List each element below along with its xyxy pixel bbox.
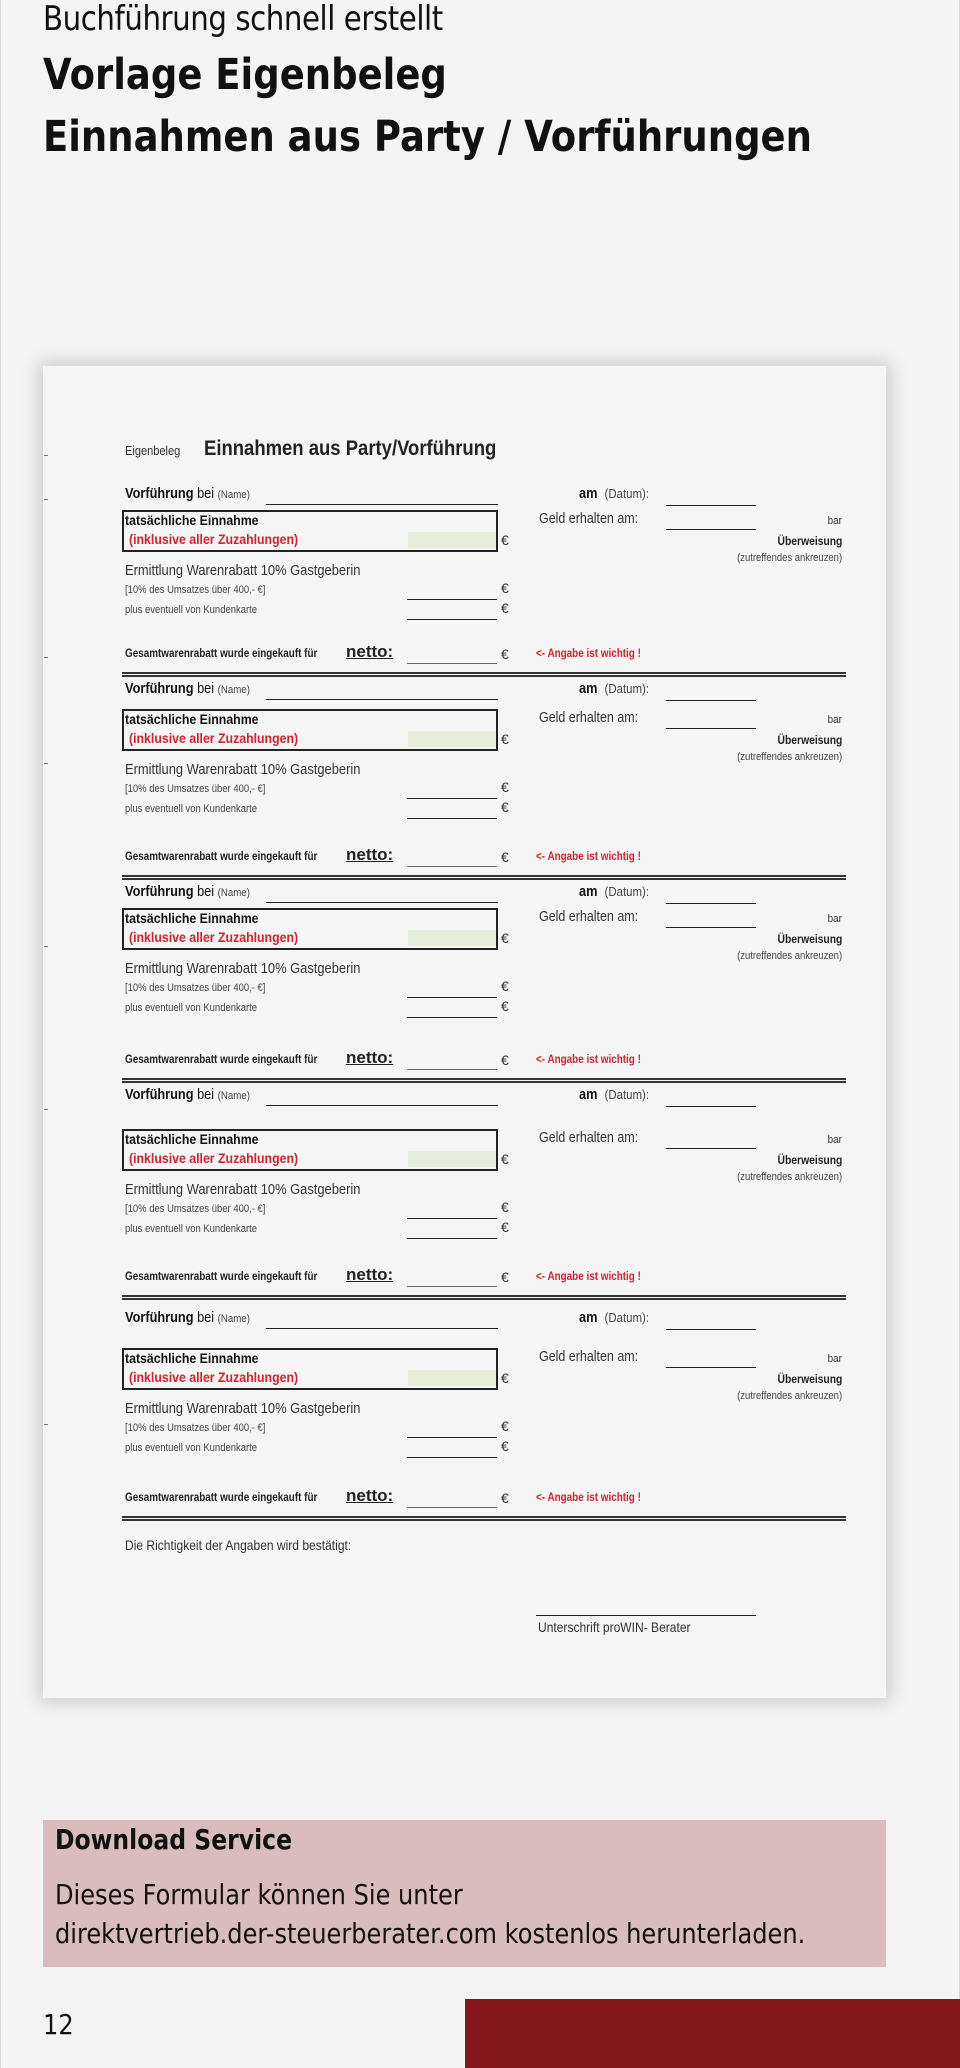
euro-sign: € <box>501 731 509 747</box>
ueberweisung-option[interactable]: Überweisung <box>777 1153 842 1167</box>
wichtig-warning: <- Angabe ist wichtig ! <box>536 851 641 863</box>
kundenkarte-note: plus eventuell von Kundenkarte <box>125 1002 258 1014</box>
euro-sign: € <box>501 799 509 815</box>
vorfuehrung-label <box>125 1087 250 1103</box>
kundenkarte-note: plus eventuell von Kundenkarte <box>125 1442 258 1454</box>
euro-sign: € <box>501 1269 509 1285</box>
gesamtwarenrabatt-label: Gesamtwarenrabatt wurde eingekauft für <box>125 1054 318 1066</box>
rabatt-input-line[interactable] <box>407 1437 497 1438</box>
document-title: Einnahmen aus Party/Vorführung <box>204 437 497 460</box>
netto-input-line[interactable] <box>407 1286 497 1287</box>
kundenkarte-input-line[interactable] <box>407 1457 497 1458</box>
bar-option[interactable]: bar <box>827 515 842 527</box>
section-divider <box>122 672 846 677</box>
einnahme-label: tatsächliche Einnahme <box>125 1350 259 1366</box>
datum-label <box>579 681 649 697</box>
ueberweisung-option[interactable]: Überweisung <box>777 1372 842 1386</box>
bar-option[interactable]: bar <box>827 1134 842 1146</box>
kundenkarte-note: plus eventuell von Kundenkarte <box>125 803 258 815</box>
kundenkarte-input-line[interactable] <box>407 619 497 620</box>
ueberweisung-option[interactable]: Überweisung <box>777 932 842 946</box>
geld-erhalten-input-line[interactable] <box>666 728 756 729</box>
geld-erhalten-input-line[interactable] <box>666 529 756 530</box>
bar-option[interactable]: bar <box>827 1353 842 1365</box>
download-title: Download Service <box>55 1823 293 1856</box>
signature-line[interactable] <box>536 1615 756 1616</box>
vorfuehrung-label <box>125 884 250 900</box>
euro-sign: € <box>501 998 509 1014</box>
am-bold: am <box>579 1087 598 1103</box>
zutreffend-hint: (zutreffendes ankreuzen) <box>736 1390 842 1402</box>
euro-sign: € <box>501 1418 509 1434</box>
einnahme-label: tatsächliche Einnahme <box>125 512 259 528</box>
einnahme-amount-input[interactable] <box>408 1370 496 1386</box>
prozent-note: [10% des Umsatzes über 400,- €] <box>125 584 266 596</box>
datum-label <box>579 1087 649 1103</box>
margin-tick <box>44 1424 48 1425</box>
einnahme-label: tatsächliche Einnahme <box>125 910 259 926</box>
bei-text: bei <box>197 486 215 502</box>
name-hint: (Name) <box>217 887 250 899</box>
wichtig-warning: <- Angabe ist wichtig ! <box>536 648 641 660</box>
prozent-note: [10% des Umsatzes über 400,- €] <box>125 982 266 994</box>
euro-sign: € <box>501 1490 509 1506</box>
euro-sign: € <box>501 1370 509 1386</box>
ueberweisung-option[interactable]: Überweisung <box>777 534 842 548</box>
netto-label: netto: <box>346 1486 394 1505</box>
download-text-line1: Dieses Formular können Sie unter <box>55 1878 463 1911</box>
euro-sign: € <box>501 532 509 548</box>
vorfuehrung-bold: Vorführung <box>125 486 194 502</box>
gesamtwarenrabatt-label: Gesamtwarenrabatt wurde eingekauft für <box>125 1271 318 1283</box>
vorfuehrung-label <box>125 1310 250 1326</box>
netto-label: netto: <box>346 642 394 661</box>
zuzahlungen-note: (inklusive aller Zuzahlungen) <box>129 730 299 746</box>
gesamtwarenrabatt-label: Gesamtwarenrabatt wurde eingekauft für <box>125 648 318 660</box>
euro-sign: € <box>501 580 509 596</box>
zuzahlungen-note: (inklusive aller Zuzahlungen) <box>129 531 299 547</box>
page-title-line2: Einnahmen aus Party / Vorführungen <box>43 112 812 162</box>
bei-text: bei <box>197 1087 215 1103</box>
datum-input-line[interactable] <box>666 505 756 506</box>
document-label: Eigenbeleg <box>125 443 181 458</box>
name-input-line[interactable] <box>266 1105 498 1106</box>
margin-tick <box>44 1109 48 1110</box>
wichtig-warning: <- Angabe ist wichtig ! <box>536 1054 641 1066</box>
zuzahlungen-note: (inklusive aller Zuzahlungen) <box>129 1369 299 1385</box>
netto-input-line[interactable] <box>407 866 497 867</box>
euro-sign: € <box>501 1151 509 1167</box>
geld-erhalten-label: Geld erhalten am: <box>539 511 639 527</box>
euro-sign: € <box>501 600 509 616</box>
zuzahlungen-note: (inklusive aller Zuzahlungen) <box>129 1150 299 1166</box>
netto-label: netto: <box>346 1265 394 1284</box>
zuzahlungen-note: (inklusive aller Zuzahlungen) <box>129 929 299 945</box>
name-input-line[interactable] <box>266 504 498 505</box>
am-bold: am <box>579 486 598 502</box>
gesamtwarenrabatt-label: Gesamtwarenrabatt wurde eingekauft für <box>125 851 318 863</box>
zutreffend-hint: (zutreffendes ankreuzen) <box>736 552 842 564</box>
rabatt-input-line[interactable] <box>407 599 497 600</box>
wichtig-warning: <- Angabe ist wichtig ! <box>536 1492 641 1504</box>
euro-sign: € <box>501 1438 509 1454</box>
einnahme-amount-input[interactable] <box>408 731 496 747</box>
bei-text: bei <box>197 884 215 900</box>
name-hint: (Name) <box>217 1090 250 1102</box>
prozent-note: [10% des Umsatzes über 400,- €] <box>125 1203 266 1215</box>
section-divider <box>122 1078 846 1083</box>
section-divider <box>122 875 846 880</box>
datum-input-line[interactable] <box>666 700 756 701</box>
download-text-line2: direktvertrieb.der-steuerberater.com kostenlos herunterladen. <box>55 1917 806 1950</box>
am-bold: am <box>579 884 598 900</box>
datum-input-line[interactable] <box>666 903 756 904</box>
geld-erhalten-input-line[interactable] <box>666 927 756 928</box>
geld-erhalten-label: Geld erhalten am: <box>539 710 639 726</box>
kundenkarte-input-line[interactable] <box>407 818 497 819</box>
vorfuehrung-bold: Vorführung <box>125 1087 194 1103</box>
gesamtwarenrabatt-label: Gesamtwarenrabatt wurde eingekauft für <box>125 1492 318 1504</box>
kundenkarte-note: plus eventuell von Kundenkarte <box>125 604 258 616</box>
euro-sign: € <box>501 849 509 865</box>
page-title-line1: Vorlage Eigenbeleg <box>43 50 447 100</box>
bar-option[interactable]: bar <box>827 714 842 726</box>
netto-input-line[interactable] <box>407 1507 497 1508</box>
euro-sign: € <box>501 1199 509 1215</box>
geld-erhalten-label: Geld erhalten am: <box>539 1349 639 1365</box>
warenrabatt-heading: Ermittlung Warenrabatt 10% Gastgeberin <box>125 562 361 579</box>
name-input-line[interactable] <box>266 902 498 903</box>
geld-erhalten-input-line[interactable] <box>666 1367 756 1368</box>
am-bold: am <box>579 681 598 697</box>
name-hint: (Name) <box>217 489 250 501</box>
datum-input-line[interactable] <box>666 1106 756 1107</box>
einnahme-label: tatsächliche Einnahme <box>125 1131 259 1147</box>
margin-tick <box>44 946 48 947</box>
vorfuehrung-bold: Vorführung <box>125 884 194 900</box>
netto-label: netto: <box>346 845 394 864</box>
euro-sign: € <box>501 779 509 795</box>
wichtig-warning: <- Angabe ist wichtig ! <box>536 1271 641 1283</box>
section-divider <box>122 1516 846 1521</box>
zutreffend-hint: (zutreffendes ankreuzen) <box>736 1171 842 1183</box>
name-hint: (Name) <box>217 684 250 696</box>
page-number: 12 <box>43 2008 74 2041</box>
datum-label <box>579 1310 649 1326</box>
vorfuehrung-label <box>125 681 250 697</box>
netto-input-line[interactable] <box>407 1069 497 1070</box>
ueberweisung-option[interactable]: Überweisung <box>777 733 842 747</box>
zutreffend-hint: (zutreffendes ankreuzen) <box>736 950 842 962</box>
section-divider <box>122 1295 846 1300</box>
netto-input-line[interactable] <box>407 663 497 664</box>
vorfuehrung-bold: Vorführung <box>125 681 194 697</box>
geld-erhalten-input-line[interactable] <box>666 1148 756 1149</box>
datum-hint: (Datum): <box>604 884 650 899</box>
rabatt-input-line[interactable] <box>407 997 497 998</box>
geld-erhalten-label: Geld erhalten am: <box>539 909 639 925</box>
zutreffend-hint: (zutreffendes ankreuzen) <box>736 751 842 763</box>
prozent-note: [10% des Umsatzes über 400,- €] <box>125 783 266 795</box>
rabatt-input-line[interactable] <box>407 1218 497 1219</box>
bei-text: bei <box>197 681 215 697</box>
datum-label <box>579 884 649 900</box>
warenrabatt-heading: Ermittlung Warenrabatt 10% Gastgeberin <box>125 1181 361 1198</box>
warenrabatt-heading: Ermittlung Warenrabatt 10% Gastgeberin <box>125 1400 361 1417</box>
euro-sign: € <box>501 978 509 994</box>
datum-hint: (Datum): <box>604 1310 650 1325</box>
einnahme-label: tatsächliche Einnahme <box>125 711 259 727</box>
footer-accent-bar <box>465 1999 960 2068</box>
am-bold: am <box>579 1310 598 1326</box>
signature-label: Unterschrift proWIN- Berater <box>538 1619 691 1635</box>
margin-tick <box>44 455 48 456</box>
confirmation-text: Die Richtigkeit der Angaben wird bestätigt: <box>125 1537 352 1553</box>
euro-sign: € <box>501 646 509 662</box>
rabatt-input-line[interactable] <box>407 798 497 799</box>
euro-sign: € <box>501 930 509 946</box>
datum-hint: (Datum): <box>604 681 650 696</box>
kundenkarte-input-line[interactable] <box>407 1238 497 1239</box>
bei-text: bei <box>197 1310 215 1326</box>
einnahme-amount-input[interactable] <box>408 532 496 548</box>
vorfuehrung-bold: Vorführung <box>125 1310 194 1326</box>
margin-tick <box>44 499 48 500</box>
datum-hint: (Datum): <box>604 1087 650 1102</box>
margin-tick <box>44 763 48 764</box>
page-subtitle: Buchführung schnell erstellt <box>43 0 443 39</box>
kundenkarte-note: plus eventuell von Kundenkarte <box>125 1223 258 1235</box>
warenrabatt-heading: Ermittlung Warenrabatt 10% Gastgeberin <box>125 960 361 977</box>
einnahme-amount-input[interactable] <box>408 1151 496 1167</box>
name-input-line[interactable] <box>266 1328 498 1329</box>
datum-hint: (Datum): <box>604 486 650 501</box>
margin-tick <box>44 657 48 658</box>
kundenkarte-input-line[interactable] <box>407 1017 497 1018</box>
name-hint: (Name) <box>217 1313 250 1325</box>
datum-label <box>579 486 649 502</box>
name-input-line[interactable] <box>266 699 498 700</box>
netto-label: netto: <box>346 1048 394 1067</box>
datum-input-line[interactable] <box>666 1329 756 1330</box>
euro-sign: € <box>501 1219 509 1235</box>
bar-option[interactable]: bar <box>827 913 842 925</box>
vorfuehrung-label <box>125 486 250 502</box>
prozent-note: [10% des Umsatzes über 400,- €] <box>125 1422 266 1434</box>
einnahme-amount-input[interactable] <box>408 930 496 946</box>
geld-erhalten-label: Geld erhalten am: <box>539 1130 639 1146</box>
warenrabatt-heading: Ermittlung Warenrabatt 10% Gastgeberin <box>125 761 361 778</box>
euro-sign: € <box>501 1052 509 1068</box>
